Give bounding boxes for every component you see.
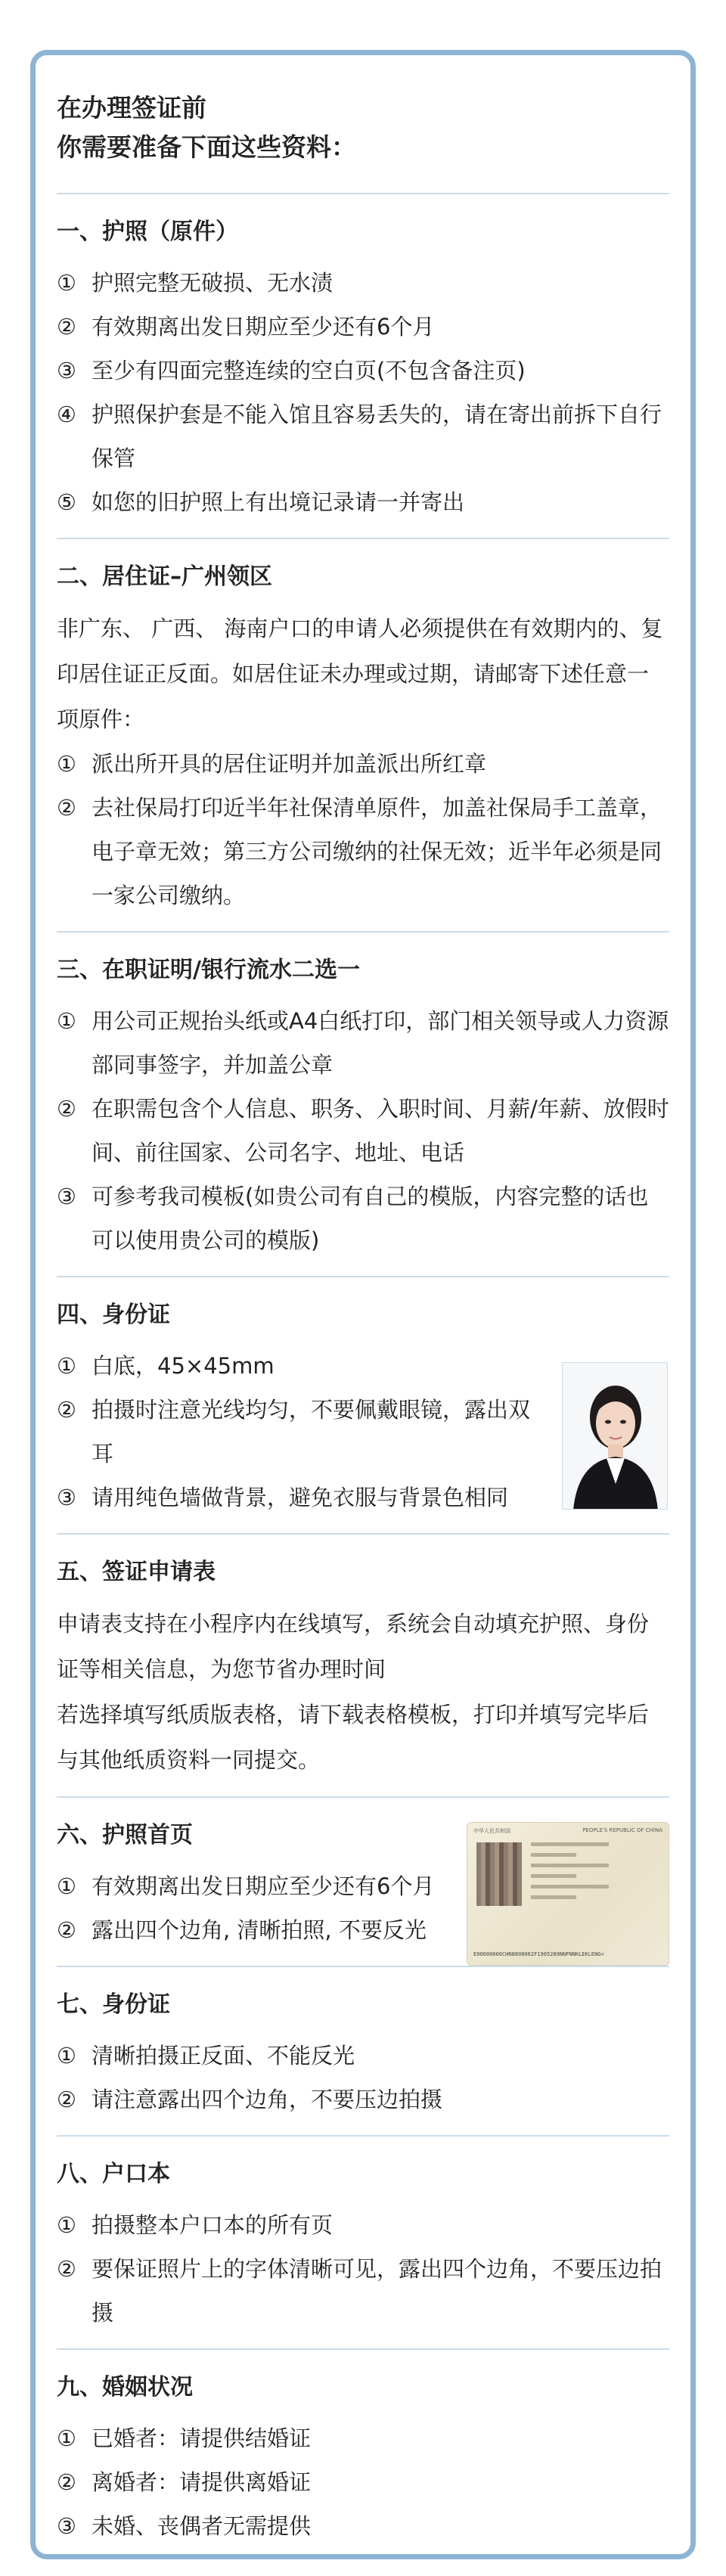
list-item: ① 清晰拍摄正反面、不能反光 xyxy=(57,2043,355,2069)
list-item: ① 白底，45×45mm xyxy=(57,1353,275,1379)
section-employment-proof xyxy=(57,951,669,1262)
sample-passport-image xyxy=(467,1822,669,1966)
section-marital-status xyxy=(57,2368,669,2548)
passport-fields xyxy=(531,1842,661,1906)
section-residence-permit xyxy=(57,557,669,917)
list-item: ① 护照完整无破损、无水渍 xyxy=(57,270,334,296)
section-title: 七、身份证 xyxy=(57,1991,170,2018)
passport-photo-blurred xyxy=(476,1842,522,1906)
divider xyxy=(57,1796,669,1798)
section-title: 一、护照（原件） xyxy=(57,219,238,245)
list-item: ② 有效期离出发日期应至少还有6个月 xyxy=(57,314,435,340)
list-item: ② 请注意露出四个边角，不要压边拍摄 xyxy=(57,2087,443,2112)
sample-portrait-image xyxy=(562,1362,668,1510)
section-passport-original xyxy=(57,213,669,524)
list-item: ③ 可参考我司模板(如贵公司有自己的模版，内容完整的话也可以使用贵公司的模版) xyxy=(57,1184,649,1253)
section-title: 三、在职证明/银行流水二选一 xyxy=(57,957,360,983)
divider xyxy=(57,2348,669,2350)
list-item: ① 有效期离出发日期应至少还有6个月 xyxy=(57,1873,435,1899)
section-paragraph: 申请表支持在小程序内在线填写，系统会自动填充护照、身份证等相关信息，为您节省办理时间 xyxy=(57,1611,650,1682)
divider xyxy=(57,2135,669,2137)
section-title: 四、身份证 xyxy=(57,1302,170,1328)
list-item: ④ 护照保护套是不能入馆且容易丢失的，请在寄出前拆下自行保管 xyxy=(57,402,662,471)
list-item: ② 去社保局打印近半年社保清单原件，加盖社保局手工盖章，电子章无效；第三方公司缴纳的社保无效；近半年必须是同一家公司缴纳。 xyxy=(57,795,662,908)
section-title: 八、户口本 xyxy=(57,2161,170,2187)
section-title: 六、护照首页 xyxy=(57,1822,193,1848)
section-id-photo xyxy=(57,1296,669,1519)
list-item: ③ 请用纯色墙做背景，避免衣服与背景色相同 xyxy=(57,1485,509,1510)
section-title: 五、签证申请表 xyxy=(57,1559,216,1585)
card-content xyxy=(57,88,669,2548)
section-title: 九、婚姻状况 xyxy=(57,2374,193,2401)
section-household-register xyxy=(57,2155,669,2335)
divider xyxy=(57,1966,669,1967)
divider xyxy=(57,193,669,194)
divider xyxy=(57,1533,669,1535)
list-item: ① 用公司正规抬头纸或A4白纸打印，部门相关领导或人力资源部同事签字，并加盖公章 xyxy=(57,1008,669,1078)
section-paragraph: 若选择填写纸质版表格，请下载表格模板，打印并填写完毕后与其他纸质资料一同提交。 xyxy=(57,1702,650,1773)
list-item: ② 离婚者：请提供离婚证 xyxy=(57,2469,312,2495)
passport-mrz: E00000000CHN8808062F1905289NNFNNKLEKLENG< xyxy=(473,1951,604,1957)
list-item: ⑤ 如您的旧护照上有出境记录请一并寄出 xyxy=(57,489,465,515)
list-item: ② 在职需包含个人信息、职务、入职时间、月薪/年薪、放假时间、前往国家、公司名字、地址、电话 xyxy=(57,1096,669,1165)
requirements-card xyxy=(30,50,696,2559)
page-header xyxy=(57,88,669,179)
section-paragraph: 非广东、 广西、 海南户口的申请人必须提供在有效期内的、复印居住证正反面。如居住证未办理或过期，请邮寄下述任意一项原件： xyxy=(57,616,663,732)
list-item: ② 拍摄时注意光线均匀，不要佩戴眼镜，露出双耳 xyxy=(57,1397,531,1466)
list-item: ② 要保证照片上的字体清晰可见，露出四个边角，不要压边拍摄 xyxy=(57,2256,662,2326)
section-passport-photo-page xyxy=(57,1816,669,1957)
header-line-2: 你需要准备下面这些资料： xyxy=(57,132,356,162)
list-item: ① 已婚者：请提供结婚证 xyxy=(57,2425,312,2451)
section-id-card xyxy=(57,1985,669,2121)
section-title: 二、居住证–广州领区 xyxy=(57,563,272,590)
section-application-form xyxy=(57,1553,669,1783)
divider xyxy=(57,538,669,539)
list-item: ① 派出所开具的居住证明并加盖派出所红章 xyxy=(57,751,487,777)
divider xyxy=(57,931,669,933)
divider xyxy=(57,1276,669,1277)
list-item: ① 拍摄整本户口本的所有页 xyxy=(57,2212,334,2238)
list-item: ③ 未婚、丧偶者无需提供 xyxy=(57,2513,312,2539)
header-line-1: 在办理签证前 xyxy=(57,93,206,123)
passport-header: 中华人民共和国 PEOPLE'S REPUBLIC OF CHINA xyxy=(473,1827,662,1834)
list-item: ② 露出四个边角, 清晰拍照, 不要反光 xyxy=(57,1917,427,1943)
list-item: ③ 至少有四面完整连续的空白页(不包含备注页) xyxy=(57,358,526,383)
